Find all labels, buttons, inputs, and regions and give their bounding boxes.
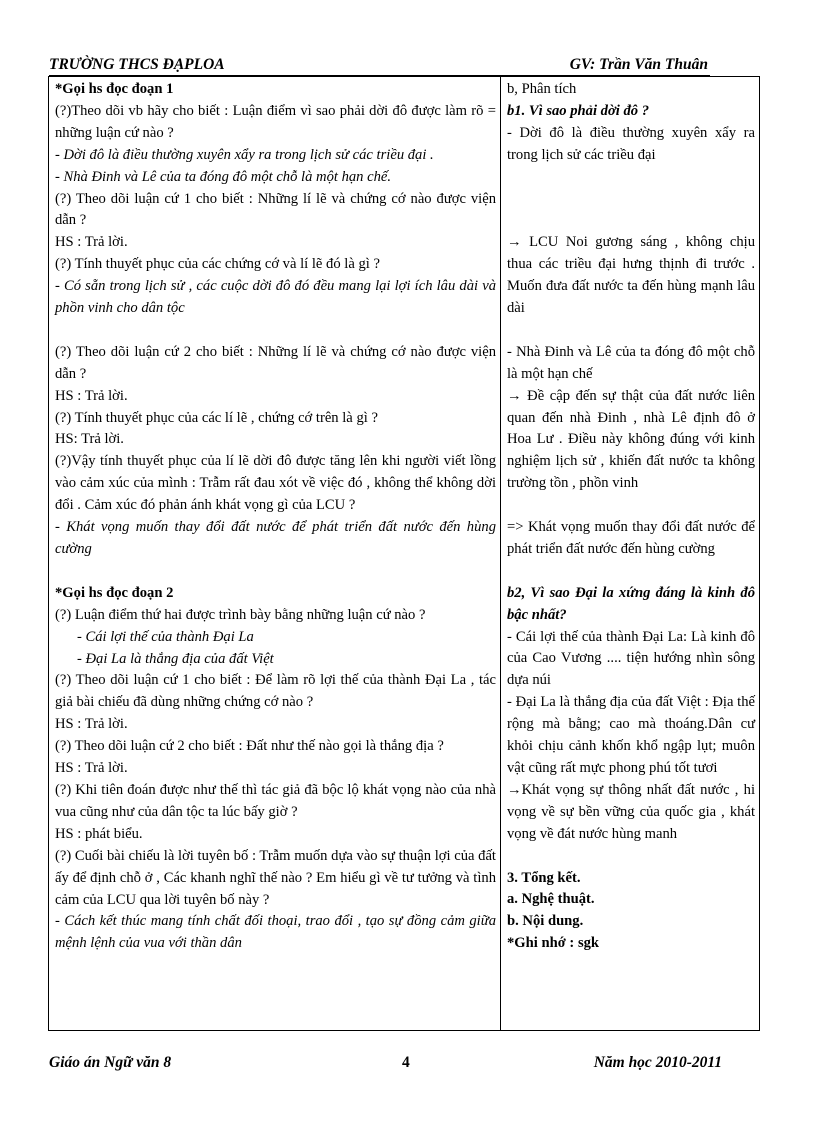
content-paragraph: - Nhà Đinh và Lê của ta đóng đô một chỗ là một hạn chế: [507, 343, 755, 382]
content-column: [501, 77, 760, 1031]
activity-paragraph: - Cách kết thúc mang tính chất đối thoại, trao đổi , tạo sự đồng cảm giữa mệnh lệnh của vua với thần dân: [55, 913, 496, 952]
activity-paragraph: (?)Theo dõi vb hãy cho biết : Luận điểm vì sao phải dời đô được làm rõ = những luận cứ nào ?: [55, 102, 496, 141]
content-paragraph: *Ghi nhớ : sgk: [507, 935, 600, 952]
content-paragraph: - Dời đô là điều thường xuyên xẩy ra trong lịch sử các triều đại: [507, 124, 755, 163]
activity-paragraph: (?) Theo dõi luận cứ 1 cho biết : Những lí lẽ và chứng cớ nào được viện dẫn ?: [55, 190, 496, 229]
content-paragraph: → Đề cập đến sự thật của đất nước liên quan đến nhà Đinh , nhà Lê định đô ở Hoa Lư . Điều này không đúng với kinh nghiệm lịch sử , khiến đất nước ta không trường tồn , phồn vinh: [507, 387, 755, 492]
footer-year: Năm học 2010-2011: [593, 1054, 722, 1071]
content-paragraph: - Cái lợi thế của thành Đại La: Là kinh đô của Cao Vương .... tiện hướng nhìn sông dựa núi: [507, 628, 755, 689]
activity-paragraph: - Cái lợi thế của thành Đại La: [77, 628, 254, 645]
page-header: [49, 56, 758, 78]
content-paragraph: b2, Vì sao Đại la xứng đáng là kinh đô bậc nhất?: [507, 584, 755, 623]
activity-paragraph: (?) Theo dõi luận cứ 2 cho biết : Những lí lẽ và chứng cớ nào được viện dẫn ?: [55, 343, 496, 382]
activity-paragraph: (?)Vậy tính thuyết phục của lí lẽ dời đô được tăng lên khi người viết lồng vào cảm xúc của mình : Trẫm rất đau xót về việc đó , không thể không dời đổi . Cảm xúc đó phản ánh khát vọng gì của LCU ?: [55, 453, 496, 514]
activity-paragraph: *Gọi hs đọc đoạn 1: [55, 81, 174, 97]
activity-paragraph: HS : Trả lời.: [55, 234, 128, 251]
blank-line: [507, 320, 755, 342]
activity-paragraph: (?) Theo dõi luận cứ 1 cho biết : Để làm rõ lợi thế của thành Đại La , tác giả bài chiếu đã dùng những chứng cớ nào ?: [55, 672, 496, 711]
blank-line: [55, 320, 496, 342]
blank-line: [507, 495, 755, 517]
content-paragraph: => Khát vọng muốn thay đổi đất nước để phát triển đất nước đến hùng cường: [507, 519, 755, 557]
page-footer: [49, 1054, 769, 1076]
content-paragraph: →Khát vọng sự thông nhất đất nước , hi vọng về sự bền vững của quốc gia , khát vọng về đát nước hùng manh: [507, 781, 755, 842]
content-paragraph: b. Nội dung.: [507, 913, 584, 930]
activity-paragraph: - Đại La là thắng địa của đất Việt: [77, 650, 274, 667]
footer-book: Giáo án Ngữ văn 8: [49, 1054, 172, 1071]
teacher-name: GV: Trần Văn Thuân: [569, 56, 708, 73]
content-paragraph: b, Phân tích: [507, 81, 577, 97]
content-paragraph: a. Nghệ thuật.: [507, 891, 595, 908]
activity-paragraph: HS : Trả lời.: [55, 387, 128, 404]
content-paragraph: → LCU Noi gương sáng , không chịu thua các triều đại hưng thịnh đi trước . Muốn đưa đất nước ta đến hùng mạnh lâu dài: [507, 234, 755, 317]
content-paragraph: - Đại La là thắng địa của đất Việt : Địa thế rộng mà bằng; cao mà thoáng.Dân cư khỏi chịu cảnh khốn khổ ngập lụt; muôn vật cũng rất mực phong phú tốt tươi: [507, 694, 755, 777]
activity-paragraph: HS : Trả lời.: [55, 760, 128, 777]
activity-paragraph: (?) Khi tiên đoán được như thế thì tác giả đã bộc lộ khát vọng nào của nhà vua cũng như của dân tộc ta lúc bấy giờ ?: [55, 781, 496, 820]
activity-paragraph: - Khát vọng muốn thay đổi đất nước để phát triển đất nước đến hùng cường: [55, 519, 496, 558]
activity-paragraph: - Dời đô là điều thường xuyên xẩy ra trong lịch sử các triều đại .: [55, 146, 434, 163]
lesson-table: [48, 76, 760, 1031]
activity-paragraph: - Có sẵn trong lịch sử , các cuộc dời đô đó đều mang lại lợi ích lâu dài và phồn vinh cho dân tộc: [55, 278, 496, 317]
activity-paragraph: - Nhà Đinh và Lê của ta đóng đô một chỗ là một hạn chế.: [55, 168, 392, 185]
activity-paragraph: (?) Tính thuyết phục của các chứng cớ và lí lẽ đó là gì ?: [55, 256, 380, 273]
activities-column: [49, 77, 501, 1031]
activity-paragraph: (?) Cuối bài chiếu là lời tuyên bố : Trẫm muốn dựa vào sự thuận lợi của đất ấy để định chỗ ở , Các khanh nghĩ thế nào ? Em hiểu gì về tư tưởng và tình cảm của LCU qua lời tuyên bố này ?: [55, 847, 496, 908]
activity-paragraph: HS: Trả lời.: [55, 431, 124, 448]
blank-line: [55, 561, 496, 583]
content-paragraph: 3. Tổng kết.: [507, 869, 581, 886]
school-name: TRƯỜNG THCS ĐẠPLOA: [49, 56, 225, 73]
activity-paragraph: (?) Luận điểm thứ hai được trình bày bằng những luận cứ nào ?: [55, 606, 426, 623]
blank-line: [507, 167, 755, 233]
content-paragraph: b1. Vì sao phải dời đô ?: [507, 102, 650, 119]
blank-line: [507, 561, 755, 583]
page-number: 4: [402, 1054, 410, 1071]
activity-paragraph: HS : Trả lời.: [55, 716, 128, 733]
activity-paragraph: (?) Theo dõi luận cứ 2 cho biết : Đất như thế nào gọi là thắng địa ?: [55, 738, 444, 755]
blank-line: [507, 846, 755, 868]
activity-paragraph: HS : phát biểu.: [55, 825, 143, 842]
activity-paragraph: *Gọi hs đọc đoạn 2: [55, 584, 174, 601]
activity-paragraph: (?) Tính thuyết phục của các lí lẽ , chứng cớ trên là gì ?: [55, 409, 378, 426]
